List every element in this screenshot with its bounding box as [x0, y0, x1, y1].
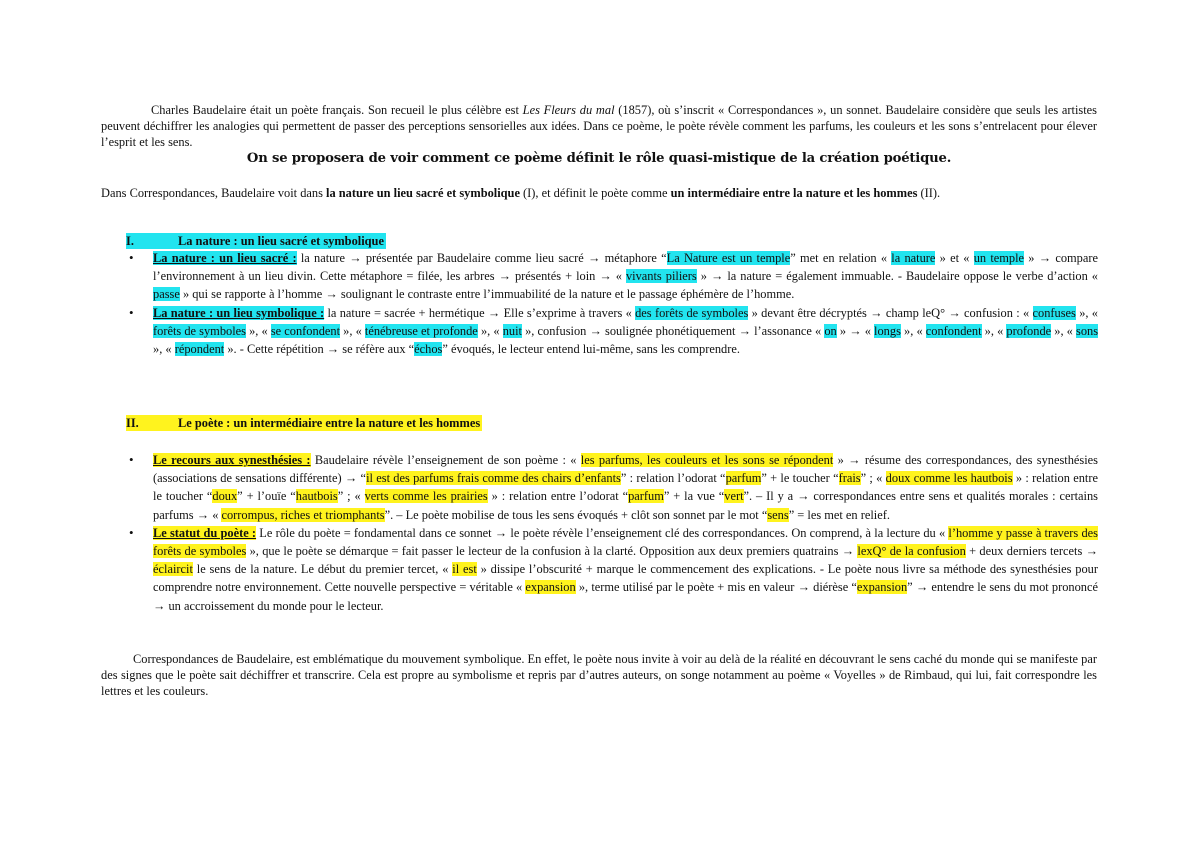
part2-list [129, 451, 1099, 615]
list-item: • La nature : un lieu symbolique : la nature = sacrée + hermétique → Elle s’exprime à travers « des forêts de symboles » devant être décryptés → champ leQ° → confusion : « confuses », « forêts de symboles », « se confondent », « ténébreuse et profonde », « nuit », confusion → soulignée phonétiquement → l’assonance « on » → « longs », « confondent », « profonde », « sons », « répondent ». - Cette répétition → se réfère aux “échos” évoqués, le lecteur entend lui-même, sans les comprendre. [129, 304, 1099, 357]
conclusion-paragraph: Correspondances de Baudelaire, est emblématique du mouvement symbolique. En effet, le poète nous invite à voir au delà de la réalité en découvrant le sens caché du monde qui se manifeste par des signes que le poète sait déchiffrer et transcrire. Cela est propre au symbolisme et repris par d’autres auteurs, on songe notamment au poème « Voyelles » de Rimbaud, qui lui, fait correspondre les lettres et les couleurs. [101, 652, 1097, 699]
list-item: • La nature : un lieu sacré : la nature → présentée par Baudelaire comme lieu sacré → métaphore “La Nature est un temple” met en relation « la nature » et « un temple » → compare l’environnement à un lieu divin. Cette métaphore = filée, les arbres → présentés + loin → « vivants piliers » → la nature = également immuable. - Baudelaire oppose le verbe d’action « passe » qui se rapporte à l’homme → soulignant le contraste entre l’immuabilité de la nature et le passage éphémère de l’homme. [129, 250, 1099, 302]
part1-list [129, 249, 1099, 358]
bullet-icon: • [129, 250, 134, 265]
item-label: Le statut du poète : [153, 525, 257, 540]
part1-heading: I. La nature : un lieu sacré et symbolique [126, 234, 384, 248]
part2-heading: II. Le poète : un intermédiaire entre la nature et les hommes [126, 416, 481, 430]
bullet-icon: • [129, 304, 134, 320]
item-label: Le recours aux synesthésies : [153, 453, 311, 467]
list-item: • Le statut du poète : Le rôle du poète = fondamental dans ce sonnet → le poète révèle l’enseignement clé des correspondances. On comprend, à la lecture du « l’homme y passe à travers des forêts de symboles », que le poète se démarque = fait passer le lecteur de la confusion à la clarté. Opposition aux deux premiers quatrains → lexQ° de la confusion + deux derniers tercets → éclaircit le sens de la nature. Le début du premier tercet, « il est » dissipe l’obscurité + marque le commencement des explications. - Le poète nous livre sa méthode des synesthésies pour comprendre notre environnement. Cette nouvelle perspective = véritable « expansion », terme utilisé par le poète + mis en valeur → diérèse “expansion” → entendre le sens du mot prononcé → un accroissement du monde pour le lecteur. [129, 524, 1099, 613]
plan-announcement: Dans Correspondances, Baudelaire voit dans la nature un lieu sacré et symbolique (I), et définit le poète comme un intermédiaire entre la nature et les hommes (II). [101, 186, 941, 200]
list-item: • Le recours aux synesthésies : Baudelaire révèle l’enseignement de son poème : « les parfums, les couleurs et les sons se répondent » → résume des correspondances, des synesthésies (associations de sensations différente) → “il est des parfums frais comme des chairs d’enfants” : relation l’odorat “parfum” + le toucher “frais” ; « doux comme les hautbois » : relation entre le toucher “doux” + l’ouïe “hautbois” ; « verts comme les prairies » : relation entre l’odorat “parfum” + la vue “vert”. – Il y a → correspondances entre sens et qualités morales : certains parfums → « corrompus, riches et triomphants”. – Le poète mobilise de tous les sens évoqués + clôt son sonnet par le mot “sens” = les met en relief. [129, 452, 1099, 522]
intro-paragraph: Charles Baudelaire était un poète français. Son recueil le plus célèbre est Les Fleurs du mal (1857), où s’inscrit « Correspondances », un sonnet. Baudelaire considère que seuls les artistes peuvent déchiffrer les analogies qui permettent de passer des perceptions sensorielles aux idées. Dans ce poème, le poète révèle comment les parfums, les couleurs et les sons s’entrelacent pour élever l’esprit et les sens. [101, 103, 1097, 150]
book-title: Les Fleurs du mal [522, 103, 615, 117]
problematique: On se proposera de voir comment ce poème définit le rôle quasi-mistique de la création poétique. [246, 151, 952, 166]
item-label: La nature : un lieu symbolique : [153, 305, 325, 320]
bullet-icon: • [129, 452, 134, 467]
bullet-icon: • [129, 524, 134, 540]
item-label: La nature : un lieu sacré : [153, 251, 297, 265]
